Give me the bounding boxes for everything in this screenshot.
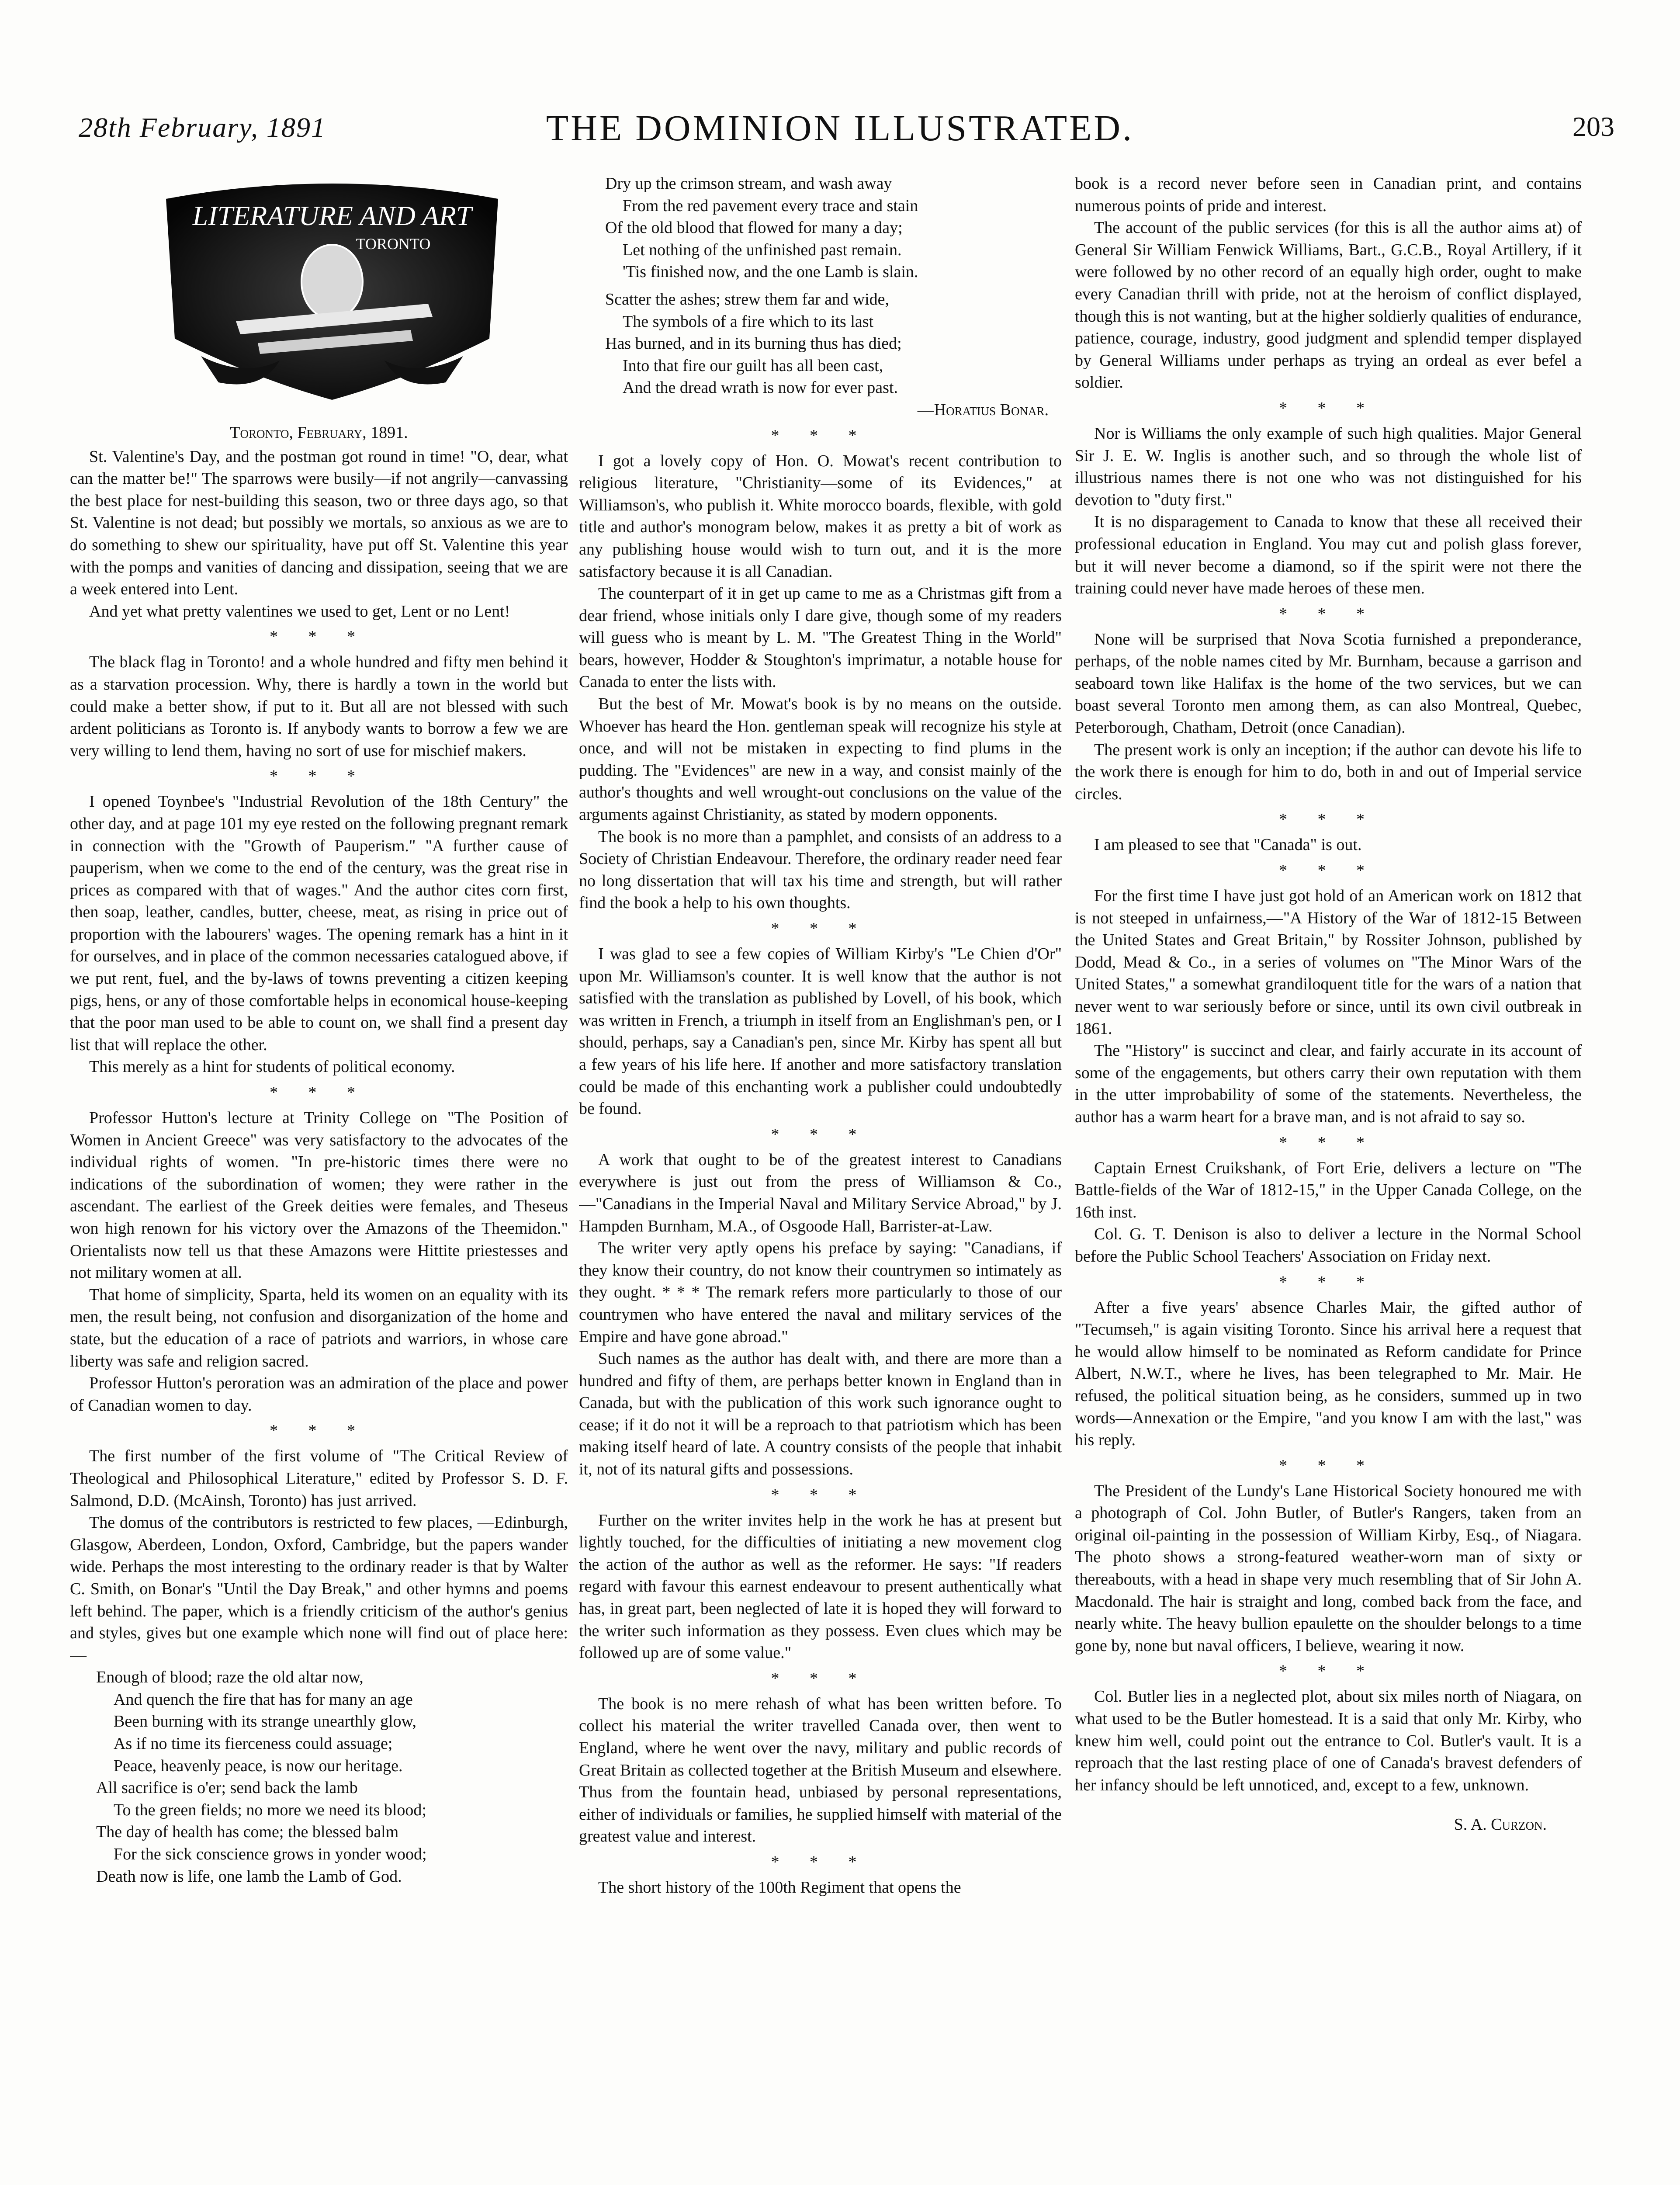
section-separator: * * * (1279, 810, 1378, 829)
section-separator: * * * (270, 1083, 368, 1102)
poem-line: The day of health has come; the blessed balm (96, 1823, 399, 1842)
masthead (0, 103, 1680, 155)
paragraph: I opened Toynbee's "Industrial Revolution of the 18th Century" the other day, and at page 101 my eye rested on the following pregnant remark in connection with the "Growth of Pauperism." "A further cause of pauperism, when we come to the end of the century, was the great rise in prices as compared with that of wages." And the author cites corn first, then soap, leather, candles, butter, cheese, meat, as rising in price out of proportion with the labourers' wages. The opening remark has a hint in it for ourselves, and in place of the common necessaries catalogued above, if we put rent, fuel, and the by-laws of towns preventing a citizen keeping pigs, hens, or any of those comfortable helps in economical house-keeping that the poor man used to be able to count on, we shall find a present day list that will replace the other. (70, 792, 568, 1054)
paragraph: And yet what pretty valentines we used to get, Lent or no Lent! (89, 602, 510, 621)
paragraph: I am pleased to see that "Canada" is out. (1094, 836, 1362, 854)
paragraph: Such names as the author has dealt with, and there are more than a hundred and fifty of them, are perhaps better known in England than in Canada, but with the publication of this work such ignorance ought to cease; if it do not it will be a reproach to that patriotism which has been making itself heard of late. A country consists of the people that inhabit it, not of its natural gifts and possessions. (579, 1349, 1062, 1479)
poem-line: Dry up the crimson stream, and wash away (605, 174, 892, 193)
issue-date: 28th February, 1891 (79, 112, 326, 143)
poem-author: —Horatius Bonar. (917, 400, 1049, 419)
poem-line: Of the old blood that flowed for many a day; (605, 218, 903, 237)
section-separator: * * * (771, 426, 870, 445)
paragraph: Professor Hutton's peroration was an admiration of the place and power of Canadian women to day. (70, 1374, 568, 1415)
poem-line: Scatter the ashes; strew them far and wide, (605, 290, 889, 309)
section-separator: * * * (771, 1485, 870, 1504)
paragraph: The book is no more than a pamphlet, and consists of an address to a Society of Christian Endeavour. Therefore, the ordinary reader need fear no long dissertation that will tax his time and strength, but will rather find the book a help to his own thoughts. (579, 827, 1062, 912)
poem-line: All sacrifice is o'er; send back the lamb (96, 1779, 358, 1797)
paragraph: Col. Butler lies in a neglected plot, about six miles north of Niagara, on what used to be the Butler homestead. It is a said that only Mr. Kirby, who knew him well, could point out the entrance to Col. Butler's vault. It is a reproach that the last resting place of one of Canada's bravest defenders of her infancy should be left unnoticed, and, except to a few, unknown. (1075, 1687, 1582, 1794)
poem-continuation (579, 173, 1062, 399)
poem-line: Been burning with its strange unearthly glow, (114, 1712, 417, 1731)
paragraph: book is a record never before seen in Canadian print, and contains numerous points of pride and interest. (1075, 174, 1582, 215)
paragraph: Further on the writer invites help in the work he has at present but lightly touched, for the difficulties of initiating a new movement clog the action of the author as well as the reformer. He says: "If readers regard with favour this earnest endeavour to present authentically what has, in great part, been neglected of late it is hoped they will forward to the writer such information as they possess. Even clues which may be followed up are of some value." (579, 1511, 1062, 1662)
section-separator: * * * (1279, 604, 1378, 623)
paragraph: The "History" is succinct and clear, and fairly accurate in its account of some of the engagements, but others carry their own reputation with them in the utter improbability of some of the statements. Nevertheless, the author has a warm heart for a brave man, and is not afraid to say so. (1075, 1041, 1582, 1126)
section-separator: * * * (1279, 1133, 1378, 1152)
paragraph: The President of the Lundy's Lane Historical Society honoured me with a photograph of Col. John Butler, of Butler's Rangers, taken from an original oil-painting in the possession of William Kirby, Esq., of Niagara. The photo shows a strong-featured weather-worn man of sixty or thereabouts, with a head in shape very much resembling that of Sir John A. Macdonald. The hair is straight and long, combed back from the face, and nearly white. The heavy bullion epaulette on the shoulder belongs to a time gone by, none but naval officers, I believe, wearing it now. (1075, 1481, 1582, 1655)
column-right (1075, 173, 1582, 2185)
paragraph: None will be surprised that Nova Scotia furnished a preponderance, perhaps, of the noble names cited by Mr. Burnham, because a garrison and seaboard town like Halifax is the home of the two services, but we can boast several Toronto men among them, as can also Montreal, Quebec, Peterborough, Chatham, Detroit (once Canadian). (1075, 630, 1582, 737)
dateline: Toronto, February, 1891. (230, 423, 408, 442)
section-separator: * * * (771, 919, 870, 938)
poem-line: As if no time its fierceness could assuage; (114, 1734, 393, 1753)
paragraph: After a five years' absence Charles Mair, the gifted author of "Tecumseh," is again visiting Toronto. Since his arrival here a request that he would allow himself to be nominated as Reform candidate for Prince Albert, N.W.T., where he lives, has been telegraphed to Mr. Mair. He refused, the political situation being, as he considers, summed up in two words—Annexation or the Empire, "and you know I am with the last," was his reply. (1075, 1298, 1582, 1450)
poem-line: Let nothing of the unfinished past remain. (623, 240, 902, 259)
column-left (70, 173, 568, 2185)
poem-line: Peace, heavenly peace, is now our heritage. (114, 1756, 403, 1775)
section-separator: * * * (1279, 1273, 1378, 1291)
poem-line: And quench the fire that has for many an age (114, 1690, 413, 1709)
poem-line: Death now is life, one lamb the Lamb of God. (96, 1867, 402, 1886)
poem-line: 'Tis finished now, and the one Lamb is slain. (623, 263, 918, 281)
poem-excerpt (70, 1666, 568, 1887)
paragraph: A work that ought to be of the greatest interest to Canadians everywhere is just out from the press of Williamson & Co.,—"Canadians in the Imperial Naval and Military Service Abroad," by J. Hampden Burnham, M.A., of Osgoode Hall, Barrister-at-Law. (579, 1150, 1062, 1235)
paragraph: I got a lovely copy of Hon. O. Mowat's recent contribution to religious literature, "Christianity—some of its Evidences," at Williamson's, who publish it. White morocco boards, flexible, with gold title and author's monogram below, makes it as pretty a bit of work as any publishing house would wish to turn out, and it is the more satisfactory because it is all Canadian. (579, 451, 1062, 581)
section-separator: * * * (270, 1422, 368, 1440)
logo-subtitle-text: TORONTO (356, 235, 431, 253)
paragraph: The writer very aptly opens his preface by saying: "Canadians, if they know their country, do not know their countrymen so intimately as they ought. * * * The remark refers more particularly to those of our countrymen who have entered the naval and military services of the Empire and have gone abroad." (579, 1239, 1062, 1346)
logo-title-text: LITERATURE AND ART (192, 200, 472, 231)
section-separator: * * * (270, 628, 368, 646)
section-separator: * * * (1279, 399, 1378, 417)
poem-line: For the sick conscience grows in yonder wood; (114, 1845, 427, 1864)
paragraph: But the best of Mr. Mowat's book is by no means on the outside. Whoever has heard the Hon. gentleman speak will recognize his style at once, and will not be mistaken in expecting to find plums in the pudding. The "Evidences" are new in a way, and consist mainly of the author's thoughts and well wrought-out conclusions on the value of the arguments against Christianity, as stated by modern opponents. (579, 695, 1062, 824)
paragraph: That home of simplicity, Sparta, held its women on an equality with its men, the result being, not confusion and disorganization of the home and state, but the education of a race of patriots and warriors, in whose care liberty was safe and religion sacred. (70, 1285, 568, 1370)
section-separator: * * * (771, 1125, 870, 1144)
section-separator: * * * (1279, 861, 1378, 880)
literature-and-art-logo (70, 173, 568, 417)
poem-line: The symbols of a fire which to its last (623, 312, 874, 331)
publication-title: THE DOMINION ILLUSTRATED. (546, 108, 1134, 149)
paragraph: For the first time I have just got hold of an American work on 1812 that is not steeped in unfairness,—"A History of the War of 1812-15 Between the United States and Great Britain," by Rossiter Johnson, published by Dodd, Mead & Co., in a series of volumes on "The Minor Wars of the United States," a somewhat grandiloquent title for the wars of a nation that never went to war seriously before or since, until its own civil outbreak in 1861. (1075, 887, 1582, 1038)
section-separator: * * * (771, 1669, 870, 1688)
paragraph: St. Valentine's Day, and the postman got round in time! "O, dear, what can the matter be!" The sparrows were busily—if not angrily—canvassing the best place for nest-building this season, two or three days ago, so that St. Valentine is not dead; but possibly we mortals, so anxious as we are to do something to shew our spirituality, have put off St. Valentine this year with the pomps and vanities of dancing and dissipation, seeing that we are a week entered into Lent. (70, 447, 568, 599)
paragraph: The black flag in Toronto! and a whole hundred and fifty men behind it as a starvation procession. Why, there is hardly a town in the world but could make a better show, if put to it. But all are not blessed with such ardent politicians as Toronto is. If anybody wants to borrow a few we are very willing to lend them, having no sort of use for mischief makers. (70, 653, 568, 760)
section-separator: * * * (771, 1852, 870, 1871)
paragraph: The present work is only an inception; if the author can devote his life to the work there is enough for him to do, both in and out of Imperial service circles. (1075, 740, 1582, 803)
paragraph: The domus of the contributors is restricted to few places, —Edinburgh, Glasgow, Aberdeen, London, Oxford, Cambridge, but the papers wander wide. Perhaps the most interesting to the ordinary reader is that by Walter C. Smith, on Bonar's "Until the Day Break," and other hymns and poems left behind. The paper, which is a friendly criticism of the author's genius and styles, gives but one example which none will find out of place here:— (70, 1513, 568, 1665)
paragraph: Professor Hutton's lecture at Trinity College on "The Position of Women in Ancient Greece" was very satisfactory to the advocates of the individual rights of women. "In pre-historic times there were no indications of the subordination of women; they were rather in the ascendant. The earliest of the Greek deities were females, and Theseus won high renown for his victory over the Amazons of the Theemidon." Orientalists now tell us that these Amazons were Hittite priestesses and not military women at all. (70, 1109, 568, 1282)
poem-line: And the dread wrath is now for ever past. (623, 378, 898, 397)
section-separator: * * * (1279, 1662, 1378, 1681)
paragraph: Captain Ernest Cruikshank, of Fort Erie, delivers a lecture on "The Battle-fields of the War of 1812-15," in the Upper Canada College, on the 16th inst. (1075, 1158, 1582, 1221)
poem-line: Into that fire our guilt has all been cast, (623, 356, 883, 375)
page-number: 203 (1573, 111, 1614, 142)
paragraph: The account of the public services (for this is all the author aims at) of General Sir William Fenwick Williams, Bart., G.C.B., Royal Artillery, if it were followed by no other record of an equally high order, ought to make every Canadian thrill with pride, not at the heroism of conflict displayed, though this is not wanting, but at the higher soldierly qualities of endurance, patience, courage, industry, good judgment and splendid temper displayed by General Williams under perhaps as trying an ordeal as ever befel a soldier. (1075, 218, 1582, 392)
paragraph: The counterpart of it in get up came to me as a Christmas gift from a dear friend, whose initials only I dare give, though some of my readers will guess who is meant by L. M. "The Greatest Thing in the World" bears, however, Hodder & Stoughton's imprimatur, a notable house for Canada to enter the lists with. (579, 584, 1062, 691)
poem-line: From the red pavement every trace and stain (623, 196, 918, 215)
paragraph: The first number of the first volume of "The Critical Review of Theological and Philosophical Literature," edited by Professor S. D. F. Salmond, D.D. (McAinsh, Toronto) has just arrived. (70, 1447, 568, 1510)
section-separator: * * * (1279, 1456, 1378, 1475)
poem-line: To the green fields; no more we need its blood; (114, 1800, 426, 1819)
column-middle (579, 173, 1062, 2185)
poem-line: Enough of blood; raze the old altar now, (96, 1668, 364, 1687)
paragraph: This merely as a hint for students of political economy. (89, 1058, 455, 1076)
section-separator: * * * (270, 767, 368, 786)
paragraph: The short history of the 100th Regiment that opens the (598, 1878, 961, 1897)
paragraph: Col. G. T. Denison is also to deliver a lecture in the Normal School before the Public School Teachers' Association on Friday next. (1075, 1225, 1582, 1266)
poem-line: Has burned, and in its burning thus has died; (605, 334, 902, 353)
paragraph: Nor is Williams the only example of such high qualities. Major General Sir J. E. W. Inglis is another such, and so through the whole list of illustrious names there is not one who was not distinguished for his devotion to "duty first." (1075, 424, 1582, 509)
paragraph: It is no disparagement to Canada to know that these all received their professional education in England. You may cut and polish glass forever, but it will never become a diamond, so if the spirit were not there the training could never have made heroes of these men. (1075, 513, 1582, 598)
author-signature: S. A. Curzon. (1454, 1815, 1547, 1834)
paragraph: I was glad to see a few copies of William Kirby's "Le Chien d'Or" upon Mr. Williamson's counter. It is well know that the author is not satisfied with the translation as published by Lovell, of his book, which was written in French, a triumph in itself from an Englishman's pen, or I should, perhaps, say a Canadian's pen, since Mr. Kirby has spent all but a few years of his life here. If another and more satisfactory translation could be made of this enchanting work a publisher could undoubtedly be found. (579, 945, 1062, 1118)
paragraph: The book is no mere rehash of what has been written before. To collect his material the writer travelled Canada over, then went to England, where he went over the navy, military and public records of Great Britain as collected together at the British Museum and elsewhere. Thus from the fountain head, unbiased by personal representations, either of individuals or families, he supplied himself with material of the greatest value and interest. (579, 1694, 1062, 1846)
